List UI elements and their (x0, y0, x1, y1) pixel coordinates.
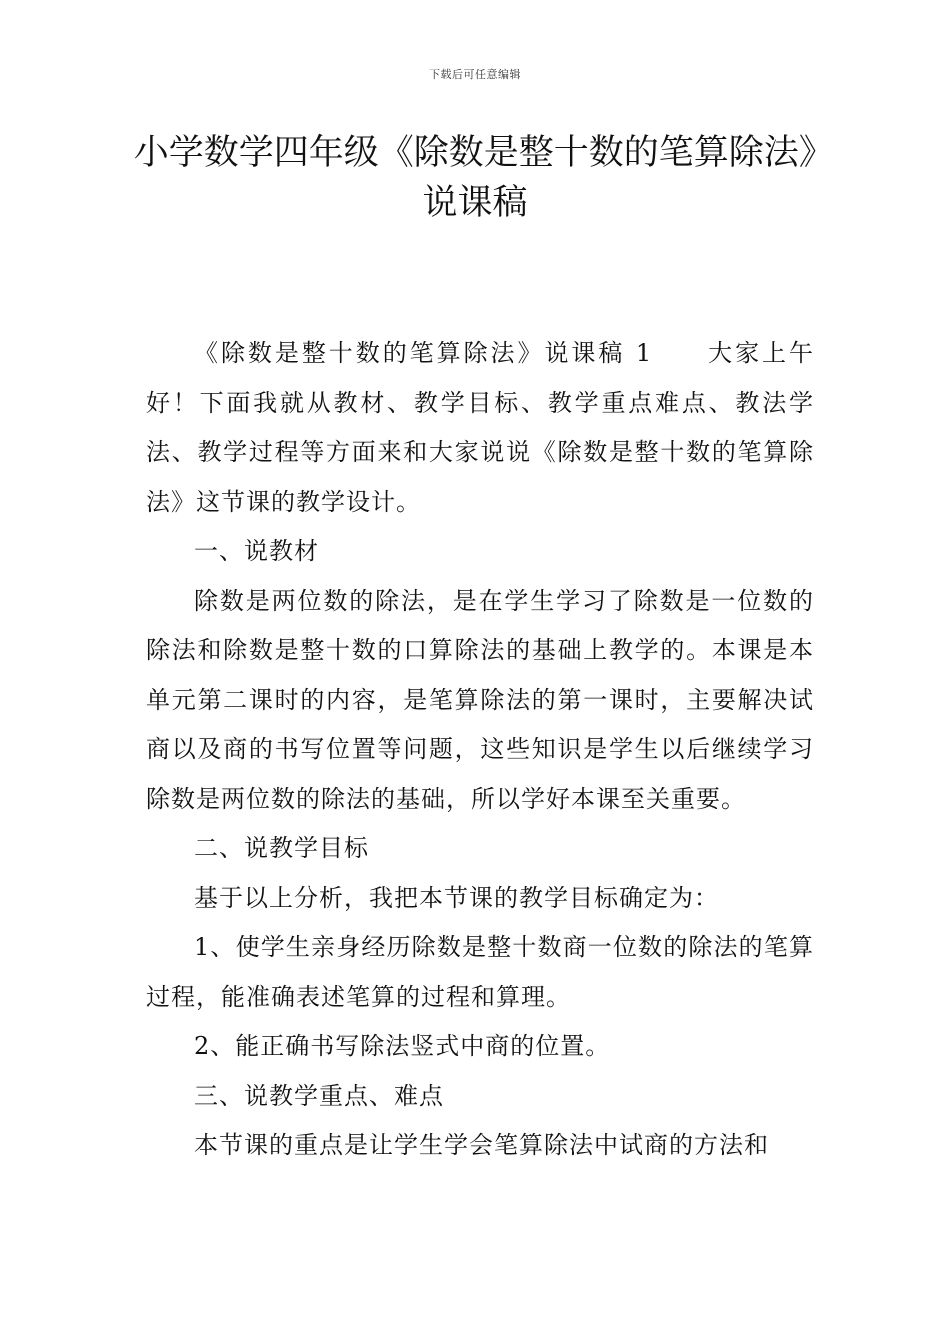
list-item: 1、使学生亲身经历除数是整十数商一位数的除法的笔算过程，能准确表述笔算的过程和算理。 (146, 933, 814, 1011)
paragraph: 本节课的重点是让学生学会笔算除法中试商的方法和 (194, 1131, 769, 1159)
paragraph: 除数是两位数的除法，是在学生学习了除数是一位数的除法和除数是整十数的口算除法的基础上教学的。本课是本单元第二课时的内容，是笔算除法的第一课时，主要解决试商以及商的书写位置等问题，这些知识是学生以后继续学习除数是两位数的除法的基础，所以学好本课至关重要。 (146, 586, 814, 813)
list-item: 2、能正确书写除法竖式中商的位置。 (194, 1032, 611, 1060)
document-title: 小学数学四年级《除数是整十数的笔算除法》说课稿 (133, 133, 817, 223)
section-heading: 二、说教学目标 (194, 834, 369, 862)
section-heading: 一、说教材 (194, 537, 319, 565)
paragraph-lead: 《除数是整十数的笔算除法》说课稿 1 (194, 339, 653, 367)
section-heading: 三、说教学重点、难点 (194, 1081, 444, 1110)
header-note: 下载后可任意编辑 (429, 68, 521, 81)
paragraph (146, 329, 814, 527)
document-body (146, 329, 814, 1171)
paragraph: 基于以上分析，我把本节课的教学目标确定为： (194, 883, 719, 912)
paragraph-text: 大家上午好！下面我就从教材、教学目标、教学重点难点、教法学法、教学过程等方面来和大家说说《除数是整十数的笔算除法》这节课的教学设计。 (146, 339, 814, 516)
